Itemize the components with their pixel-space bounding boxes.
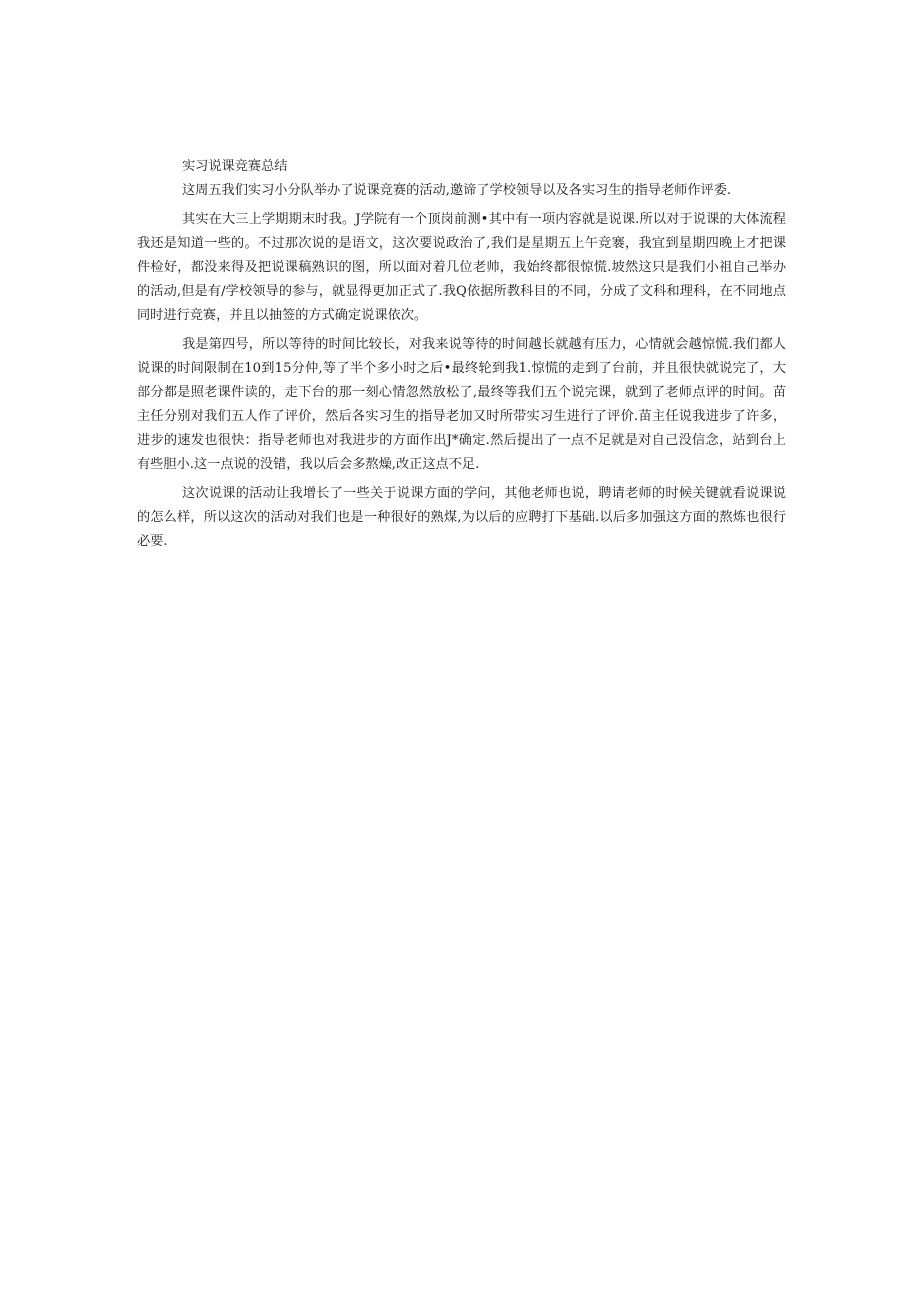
paragraph-2: 其实在大三上学期期末时我。J学院有一个顶岗前测•其中有一项内容就是说课.所以对于说课的大体流程我还是知道一些的。不过那次说的是语文，这次要说政治了,我们是星期五上午竞褰，我宜到星期四晚上才把课件检好，都没来得及把说课稿熟识的图，所以面对着几位老帅，我始终都很惊慌.坡然这只是我们小祖自己举办的活动,但是有/学校领导的参与，就显得更加正式了.我Q依据所教科目的不同，分成了文科和理科，在不同地点同时进行竞赛，并且以抽签的方式确定说课依次。 [137,212,786,323]
document-title: 实习说课竞赛总结 [182,159,288,174]
paragraph-3: 我是第四号，所以等待的时间比较长，对我来说等待的时间越长就越有压力，心情就会越惊慌.我们都人说课的时间限制在10到15分仲,等了半个多小时之后•最终轮到我1.惊慌的走到了台前，并且很快就说完了，大部分都是照老课件读的，走下台的那一刻心情忽然放松了,最终等我们五个说完课，就到了老师点评的时间。苗主任分别对我们五人作了评价，然后各实习生的指导老加又时所带实习生进行了评价.苗主任说我进步了许多，进步的速发也很快：指导老师也对我进步的方面作出J*确定.然后提出了一点不足就是对自己没信念，站到台上有些胆小.这一点说的没错，我以后会多熬燥,改正这点不足. [137,337,786,472]
paragraph-1: 这周五我们实习小分队举办了说课竞赛的活动,邀谛了学校领导以及各实习生的指导老师作评委. [182,183,732,198]
paragraph-4: 这次说课的活动让我增长了一些关于说课方面的学问，其他老师也说，聘请老师的时候关键就看说课说的怎么样，所以这次的活动对我们也是一种很好的熟煤,为以后的应聘打下基础.以后多加强这方面的熬炼也很行必要. [137,486,786,549]
document-body [137,155,786,559]
